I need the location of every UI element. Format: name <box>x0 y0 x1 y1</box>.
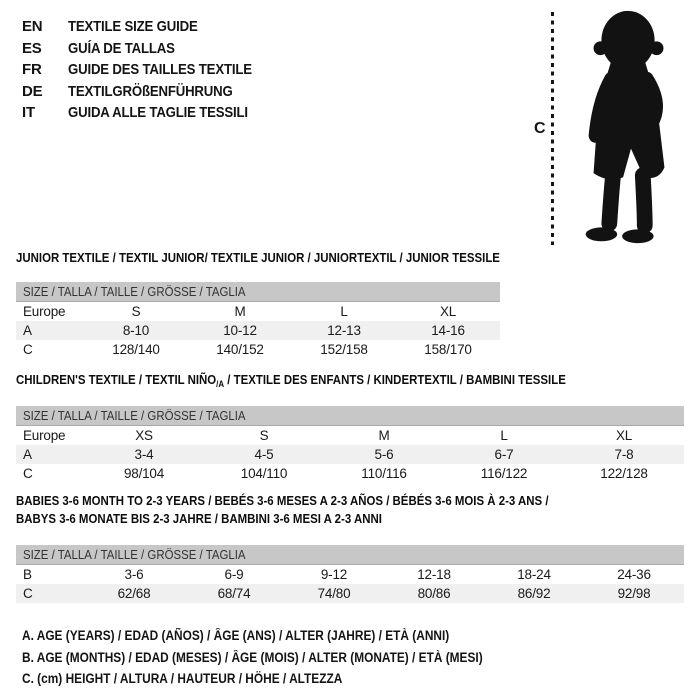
row-label: A <box>23 447 32 462</box>
language-code: EN <box>22 18 43 36</box>
footnote-age-years: A. AGE (YEARS) / EDAD (AÑOS) / ÂGE (ANS) / ALTER (JAHRE) / ETÀ (ANNI) <box>22 628 450 643</box>
children-title-part2: / TEXTILE DES ENFANTS / KINDERTEXTIL / BAMBINI TESSILE <box>224 372 566 387</box>
children-title-subscript: /A <box>216 379 225 389</box>
age-cell: 8-10 <box>122 323 150 338</box>
row-label: B <box>23 567 32 582</box>
language-code: FR <box>22 61 42 79</box>
height-cell: 116/122 <box>480 466 528 481</box>
age-cell: 12-13 <box>327 323 361 338</box>
size-cell: L <box>340 304 348 319</box>
size-header-label: SIZE / TALLA / TAILLE / GRÖSSE / TAGLIA <box>23 408 246 423</box>
junior-size-table <box>16 282 500 359</box>
row-label: Europe <box>23 304 66 319</box>
size-header-row <box>16 406 684 426</box>
size-header-row <box>16 545 684 565</box>
babies-title-line1: BABIES 3-6 MONTH TO 2-3 YEARS / BEBÉS 3-6 MESES A 2-3 AÑOS / BÉBÉS 3-6 MOIS À 2-3 ANS / <box>16 493 549 508</box>
months-cell: 12-18 <box>417 567 451 582</box>
table-row-height <box>16 464 684 483</box>
height-measure-line <box>551 12 554 245</box>
language-title: GUÍA DE TALLAS <box>68 39 175 57</box>
row-label: Europe <box>23 428 66 443</box>
months-cell: 18-24 <box>517 567 551 582</box>
language-row-it <box>22 102 277 124</box>
age-cell: 3-4 <box>134 447 154 462</box>
table-row-height <box>16 584 684 603</box>
footnote-height-cm: C. (cm) HEIGHT / ALTURA / HAUTEUR / HÖHE / ALTEZZA <box>22 671 343 687</box>
table-row-age <box>16 445 684 464</box>
age-cell: 10-12 <box>223 323 257 338</box>
size-cell: XL <box>615 428 633 443</box>
months-cell: 9-12 <box>320 567 348 582</box>
size-header-row <box>16 282 500 302</box>
children-title-part1: CHILDREN'S TEXTILE / TEXTIL NIÑO <box>16 372 217 387</box>
size-header-label: SIZE / TALLA / TAILLE / GRÖSSE / TAGLIA <box>23 547 246 562</box>
height-cell: 62/68 <box>117 586 151 601</box>
toddler-silhouette-icon <box>565 6 693 248</box>
language-title: TEXTILGRÖßENFÜHRUNG <box>68 82 233 100</box>
language-row-fr <box>22 59 277 81</box>
size-cell: M <box>234 304 246 319</box>
row-label: A <box>23 323 32 338</box>
children-size-table <box>16 406 684 483</box>
height-cell: 140/152 <box>216 342 264 357</box>
babies-title-line2: BABYS 3-6 MONATE BIS 2-3 JAHRE / BAMBINI 3-6 MESI A 2-3 ANNI <box>16 511 382 526</box>
height-cell: 122/128 <box>600 466 648 481</box>
size-cell: XL <box>439 304 457 319</box>
language-title: GUIDE DES TAILLES TEXTILE <box>68 61 252 79</box>
height-cell: 98/104 <box>123 466 165 481</box>
months-cell: 3-6 <box>124 567 144 582</box>
age-cell: 5-6 <box>374 447 394 462</box>
months-cell: 6-9 <box>224 567 244 582</box>
row-label: C <box>23 586 33 601</box>
language-code: ES <box>22 39 42 57</box>
footnote-age-months: B. AGE (MONTHS) / EDAD (MESES) / ÂGE (MOIS) / ALTER (MONATE) / ETÀ (MESI) <box>22 649 483 665</box>
height-cell: 92/98 <box>617 586 651 601</box>
language-title: GUIDA ALLE TAGLIE TESSILI <box>68 104 248 122</box>
height-cell: 110/116 <box>361 466 407 481</box>
table-row-months <box>16 565 684 585</box>
height-cell: 74/80 <box>317 586 351 601</box>
height-cell: 86/92 <box>517 586 551 601</box>
footnotes <box>22 625 700 690</box>
language-row-de <box>22 81 277 103</box>
height-figure <box>528 4 698 252</box>
language-list <box>22 16 277 124</box>
row-label: C <box>23 342 33 357</box>
babies-textile-section <box>16 492 684 603</box>
children-table-title <box>16 372 566 389</box>
age-cell: 14-16 <box>431 323 465 338</box>
size-cell: S <box>131 304 141 319</box>
language-row-en <box>22 16 277 38</box>
language-code: IT <box>22 104 35 122</box>
age-cell: 4-5 <box>254 447 274 462</box>
language-title: TEXTILE SIZE GUIDE <box>68 18 198 36</box>
table-row-height <box>16 340 500 359</box>
size-header-label: SIZE / TALLA / TAILLE / GRÖSSE / TAGLIA <box>23 284 246 299</box>
table-row-europe <box>16 426 684 446</box>
age-cell: 7-8 <box>614 447 634 462</box>
age-cell: 6-7 <box>494 447 514 462</box>
height-measure-label: C <box>534 120 546 137</box>
height-cell: 158/170 <box>424 342 472 357</box>
junior-table-title: JUNIOR TEXTILE / TEXTIL JUNIOR/ TEXTILE JUNIOR / JUNIORTEXTIL / JUNIOR TESSILE <box>16 250 500 265</box>
junior-textile-section <box>16 249 500 359</box>
height-cell: 128/140 <box>112 342 160 357</box>
height-cell: 80/86 <box>417 586 451 601</box>
size-cell: S <box>259 428 269 443</box>
height-cell: 104/110 <box>240 466 288 481</box>
babies-size-table <box>16 545 684 603</box>
size-cell: M <box>378 428 390 443</box>
table-row-age <box>16 321 500 340</box>
table-row-europe <box>16 302 500 322</box>
size-cell: XS <box>135 428 153 443</box>
height-cell: 152/158 <box>320 342 368 357</box>
height-cell: 68/74 <box>217 586 251 601</box>
language-row-es <box>22 38 277 60</box>
size-cell: L <box>500 428 508 443</box>
babies-table-title <box>16 492 684 528</box>
language-code: DE <box>22 82 43 100</box>
months-cell: 24-36 <box>617 567 651 582</box>
children-textile-section <box>16 371 684 483</box>
row-label: C <box>23 466 33 481</box>
